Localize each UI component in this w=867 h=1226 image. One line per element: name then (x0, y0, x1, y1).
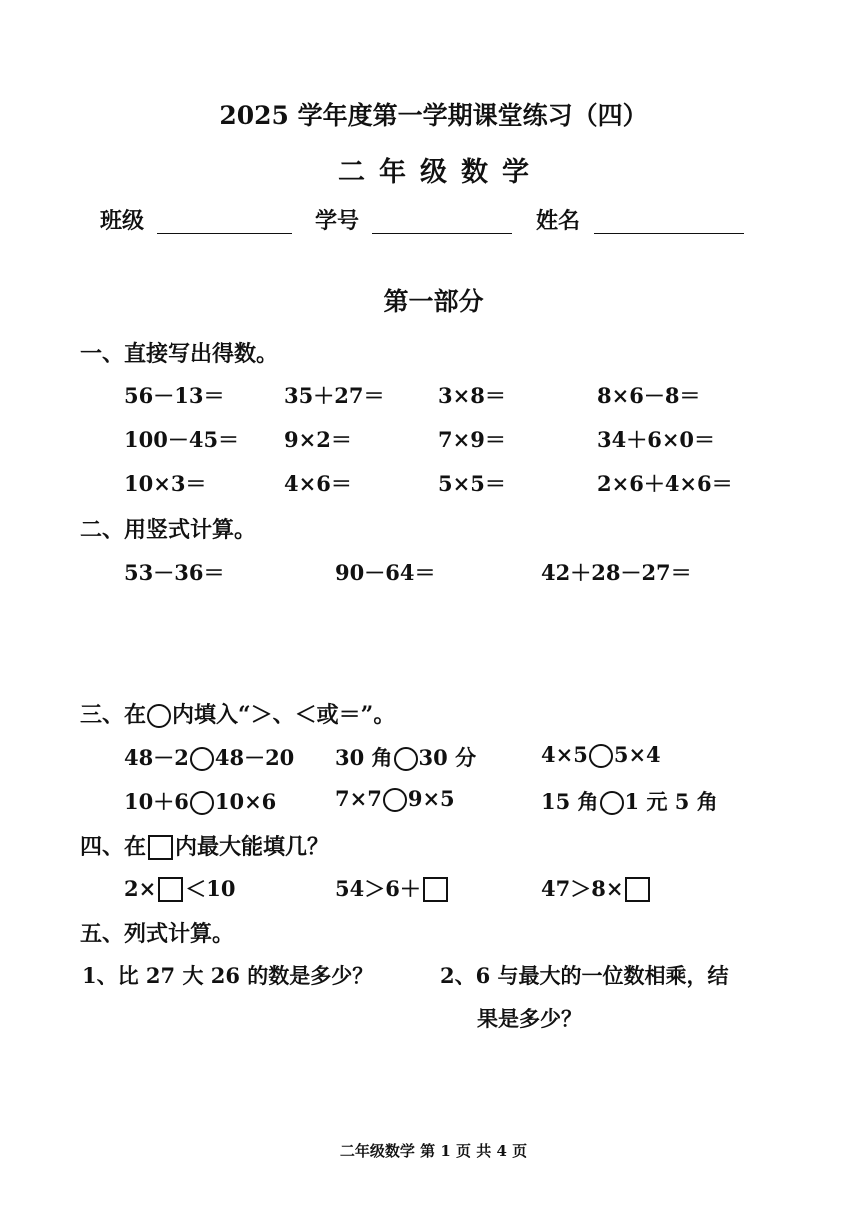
compare-right: 10×6 (214, 789, 277, 814)
word-problem-1: 1、比 27 大 26 的数是多少？ (82, 963, 374, 988)
compare-item (335, 786, 455, 812)
section-4-heading-post: 内最大能填几？ (175, 834, 330, 860)
section-1-heading: 一、直接写出得数。 (80, 341, 279, 367)
mental-math-item: 35＋27＝ (284, 383, 385, 408)
student-number-field[interactable] (372, 233, 512, 234)
compare-item (124, 786, 276, 816)
section-4-heading-pre: 四、在 (80, 834, 147, 860)
fill-right: ＜10 (185, 876, 236, 901)
fill-box-item (124, 873, 235, 903)
mental-math-item: 2×6＋4×6＝ (597, 471, 733, 496)
fill-left: 47＞8× (541, 876, 624, 901)
fill-box-item (335, 873, 450, 903)
page-footer: 二年级数学 第 1 页 共 4 页 (339, 1142, 528, 1160)
mental-math-item: 4×6＝ (284, 471, 352, 496)
mental-math-item: 56－13＝ (124, 383, 225, 408)
mental-math-item: 10×3＝ (124, 471, 207, 496)
compare-right: 9×5 (407, 786, 455, 811)
mental-math-item: 34＋6×0＝ (597, 427, 716, 452)
section-3-heading (80, 698, 395, 729)
vertical-calc-item: 42＋28－27＝ (541, 560, 692, 585)
compare-left: 4×5 (541, 742, 588, 767)
section-2-heading: 二、用竖式计算。 (80, 517, 257, 543)
compare-right: 48－20 (214, 745, 295, 770)
compare-item (541, 742, 661, 768)
section-3-heading-pre: 三、在 (80, 702, 147, 728)
answer-circle[interactable] (394, 747, 418, 771)
compare-right: 30 分 (418, 745, 477, 770)
mental-math-item: 100－45＝ (124, 427, 240, 452)
fill-left: 2× (124, 876, 157, 901)
compare-item (541, 786, 718, 816)
mental-math-item: 5×5＝ (438, 471, 506, 496)
name-field[interactable] (594, 233, 744, 234)
compare-left: 15 角 (541, 789, 599, 814)
compare-item (335, 742, 476, 772)
compare-item (124, 742, 294, 772)
name-label: 姓名 (536, 208, 581, 234)
student-number-label: 学号 (315, 208, 360, 234)
fill-left: 54＞6＋ (335, 876, 421, 901)
circle-icon (147, 704, 171, 728)
mental-math-item: 7×9＝ (438, 427, 506, 452)
part-title: 第一部分 (383, 287, 484, 316)
section-4-heading (80, 830, 329, 861)
mental-math-item: 9×2＝ (284, 427, 352, 452)
fill-box-item (541, 873, 652, 903)
page-subtitle: 二年级数学 (338, 157, 543, 188)
vertical-calc-item: 53－36＝ (124, 560, 225, 585)
compare-left: 30 角 (335, 745, 393, 770)
compare-right: 5×4 (613, 742, 661, 767)
answer-circle[interactable] (190, 791, 214, 815)
square-icon (148, 835, 173, 860)
word-problem-2: 2、6 与最大的一位数相乘，结 (440, 963, 729, 988)
answer-circle[interactable] (190, 747, 214, 771)
vertical-calc-item: 90－64＝ (335, 560, 436, 585)
answer-circle[interactable] (600, 791, 624, 815)
compare-left: 10＋6 (124, 789, 189, 814)
class-label: 班级 (100, 208, 145, 234)
section-5-heading: 五、列式计算。 (80, 921, 235, 947)
compare-left: 48－2 (124, 745, 189, 770)
class-field[interactable] (157, 233, 292, 234)
mental-math-item: 3×8＝ (438, 383, 506, 408)
page-title: 2025 学年度第一学期课堂练习（四） (219, 101, 648, 130)
section-3-heading-post: 内填入“＞、＜或＝”。 (172, 702, 396, 728)
compare-left: 7×7 (335, 786, 382, 811)
answer-circle[interactable] (589, 744, 613, 768)
answer-box[interactable] (158, 877, 183, 902)
answer-box[interactable] (423, 877, 448, 902)
word-problem-2-cont: 果是多少？ (477, 1006, 582, 1031)
answer-circle[interactable] (383, 788, 407, 812)
mental-math-item: 8×6－8＝ (597, 383, 701, 408)
answer-box[interactable] (625, 877, 650, 902)
compare-right: 1 元 5 角 (624, 789, 718, 814)
